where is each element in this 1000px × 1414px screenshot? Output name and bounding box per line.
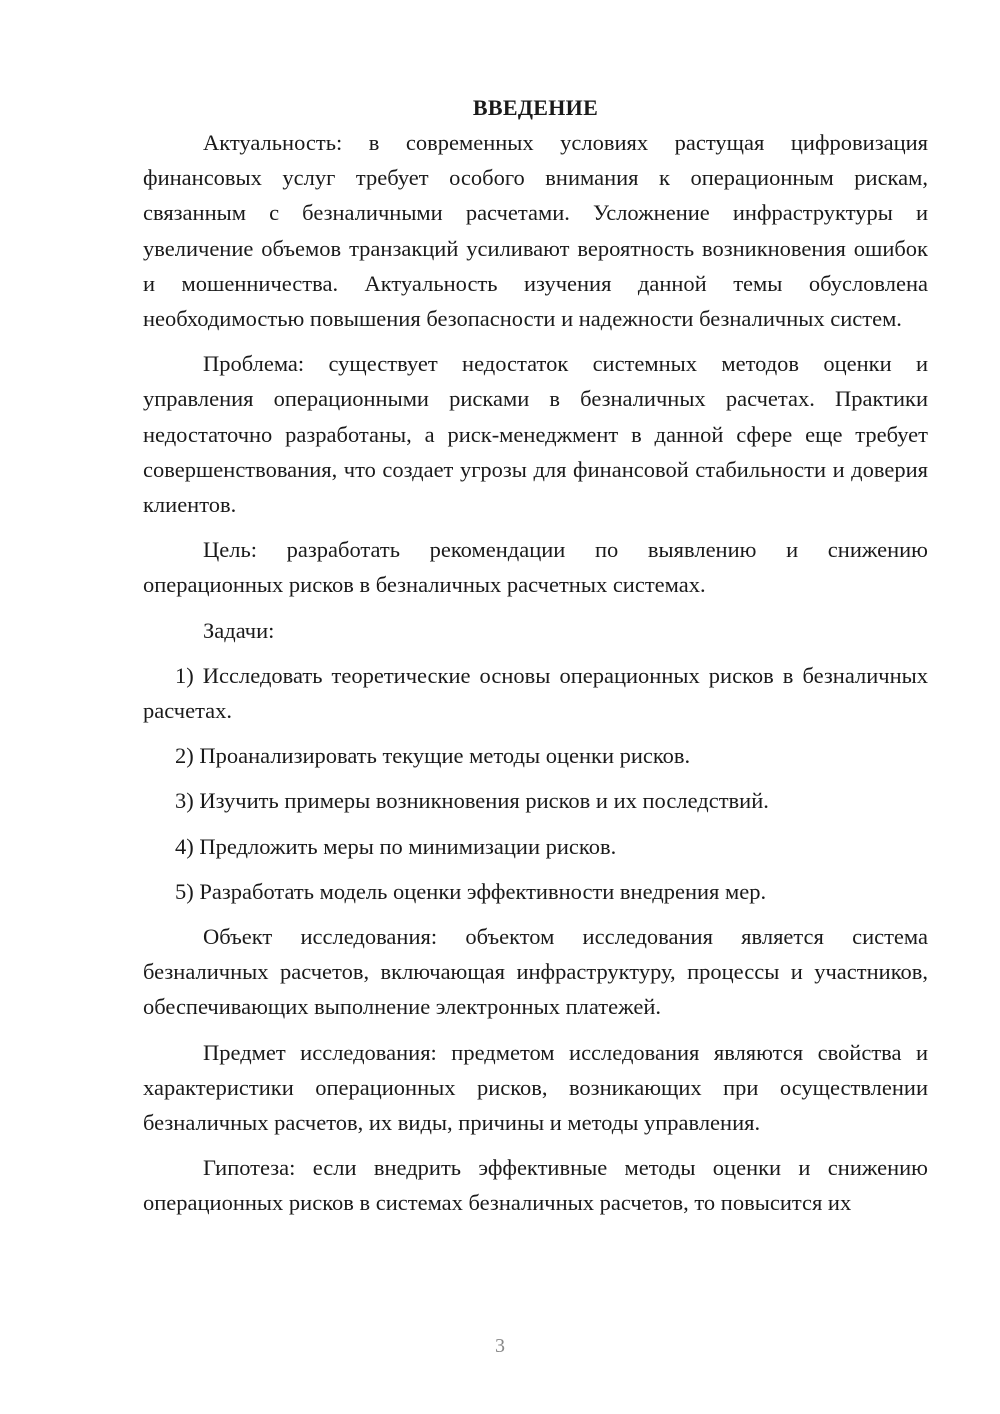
paragraph-object: Объект исследования: объектом исследования является система безналичных расчетов, включающая инфраструктуру, процессы и участников, обеспечивающих выполнение электронных платежей. bbox=[143, 924, 928, 1020]
task-item-2: 2) Проанализировать текущие методы оценки рисков. bbox=[175, 743, 691, 769]
paragraph-subject: Предмет исследования: предметом исследования являются свойства и характеристики операционных рисков, возникающих при осуществлении безналичных расчетов, их виды, причины и методы управления. bbox=[143, 1039, 928, 1136]
task-item-1: 1) Исследовать теоретические основы операционных рисков в безналичных расчетах. bbox=[143, 662, 928, 724]
paragraph-goal: Цель: разработать рекомендации по выявлению и снижению операционных рисков в безналичных расчетных системах. bbox=[143, 537, 928, 598]
task-item-5: 5) Разработать модель оценки эффективности внедрения мер. bbox=[175, 878, 767, 904]
paragraph-problem: Проблема: существует недостаток системных методов оценки и управления операционными рисками в безналичных расчетах. Практики недостаточно разработаны, а риск-менеджмент в данной сфере еще требует совершенствования, что создает угрозы для финансовой стабильности и доверия клиентов. bbox=[143, 351, 928, 518]
tasks-heading: Задачи: bbox=[203, 617, 275, 643]
page-number: 3 bbox=[495, 1335, 505, 1357]
paragraph-hypothesis: Гипотеза: если внедрить эффективные методы оценки и снижению операционных рисков в системах безналичных расчетов, то повысится их bbox=[143, 1155, 928, 1216]
document-page bbox=[143, 90, 928, 1231]
paragraph-relevance: Актуальность: в современных условиях растущая цифровизация финансовых услуг требует особого внимания к операционным рискам, связанным с безналичными расчетами. Усложнение инфраструктуры и увеличение объемов транзакций усиливают вероятность возникновения ошибок и мошенничества. Актуальность изучения данной темы обусловлена необходимостью повышения безопасности и надежности безналичных систем. bbox=[143, 130, 928, 332]
page-title: ВВЕДЕНИЕ bbox=[472, 95, 599, 120]
task-item-4: 4) Предложить меры по минимизации рисков. bbox=[175, 833, 617, 859]
task-item-3: 3) Изучить примеры возникновения рисков и их последствий. bbox=[175, 788, 769, 814]
